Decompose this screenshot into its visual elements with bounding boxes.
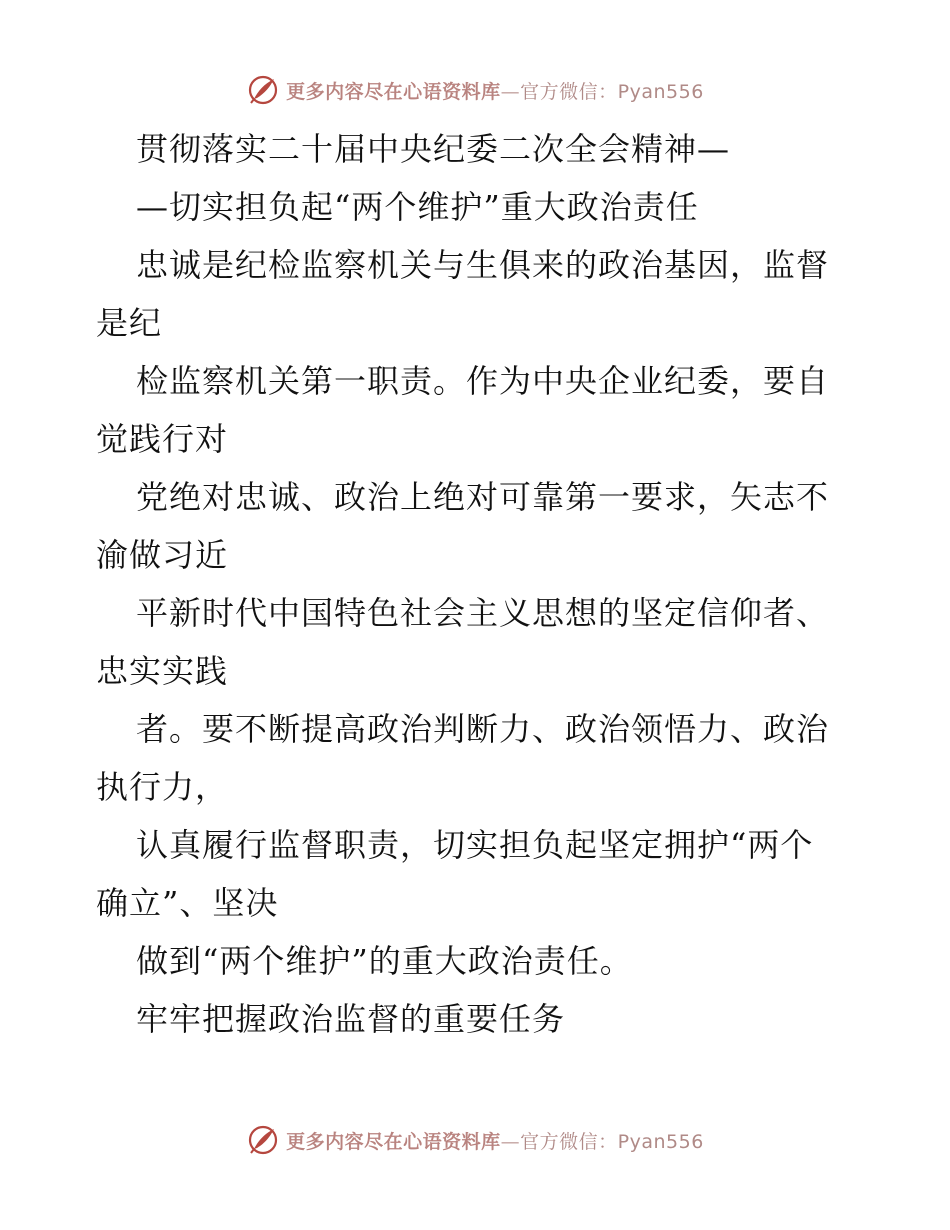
watermark-dash: — [500, 80, 521, 103]
paragraph-line: 是纪 [96, 304, 163, 342]
paragraph-line: 忠诚是纪检监察机关与生俱来的政治基因，监督 [136, 246, 830, 284]
paragraph-line: 平新时代中国特色社会主义思想的坚定信仰者、 [136, 594, 830, 632]
document-body [96, 120, 856, 1048]
paragraph-line: 执行力， [96, 768, 229, 806]
watermark-main-text: 更多内容尽在心语资料库 [286, 80, 501, 103]
watermark-dash: — [500, 1130, 521, 1153]
title-line-2: —切实担负起“两个维护”重大政治责任 [136, 188, 699, 226]
watermark-wechat-text: 官方微信：Pyan556 [520, 80, 704, 103]
paragraph-line: 党绝对忠诚、政治上绝对可靠第一要求，矢志不 [136, 478, 830, 516]
paragraph-line: 做到“两个维护”的重大政治责任。 [136, 942, 633, 980]
paragraph-line: 忠实实践 [96, 652, 229, 690]
watermark-text [286, 77, 704, 104]
watermark-wechat-text: 官方微信：Pyan556 [520, 1130, 704, 1153]
watermark-text [286, 1127, 704, 1154]
watermark-main-text: 更多内容尽在心语资料库 [286, 1130, 501, 1153]
paragraph-line: 渝做习近 [96, 536, 229, 574]
paragraph-line: 认真履行监督职责，切实担负起坚定拥护“两个 [136, 826, 814, 864]
paragraph-line: 者。要不断提高政治判断力、政治领悟力、政治 [136, 710, 830, 748]
paragraph-line: 觉践行对 [96, 420, 229, 458]
paragraph-line: 检监察机关第一职责。作为中央企业纪委，要自 [136, 362, 830, 400]
title-line-1: 贯彻落实二十届中央纪委二次全会精神— [136, 130, 731, 168]
header-watermark [0, 70, 950, 110]
section-heading: 牢牢把握政治监督的重要任务 [136, 1000, 566, 1038]
paragraph-line: 确立”、坚决 [96, 884, 279, 922]
feather-pen-logo-icon [246, 1123, 280, 1157]
feather-pen-logo-icon [246, 73, 280, 107]
footer-watermark [0, 1120, 950, 1160]
